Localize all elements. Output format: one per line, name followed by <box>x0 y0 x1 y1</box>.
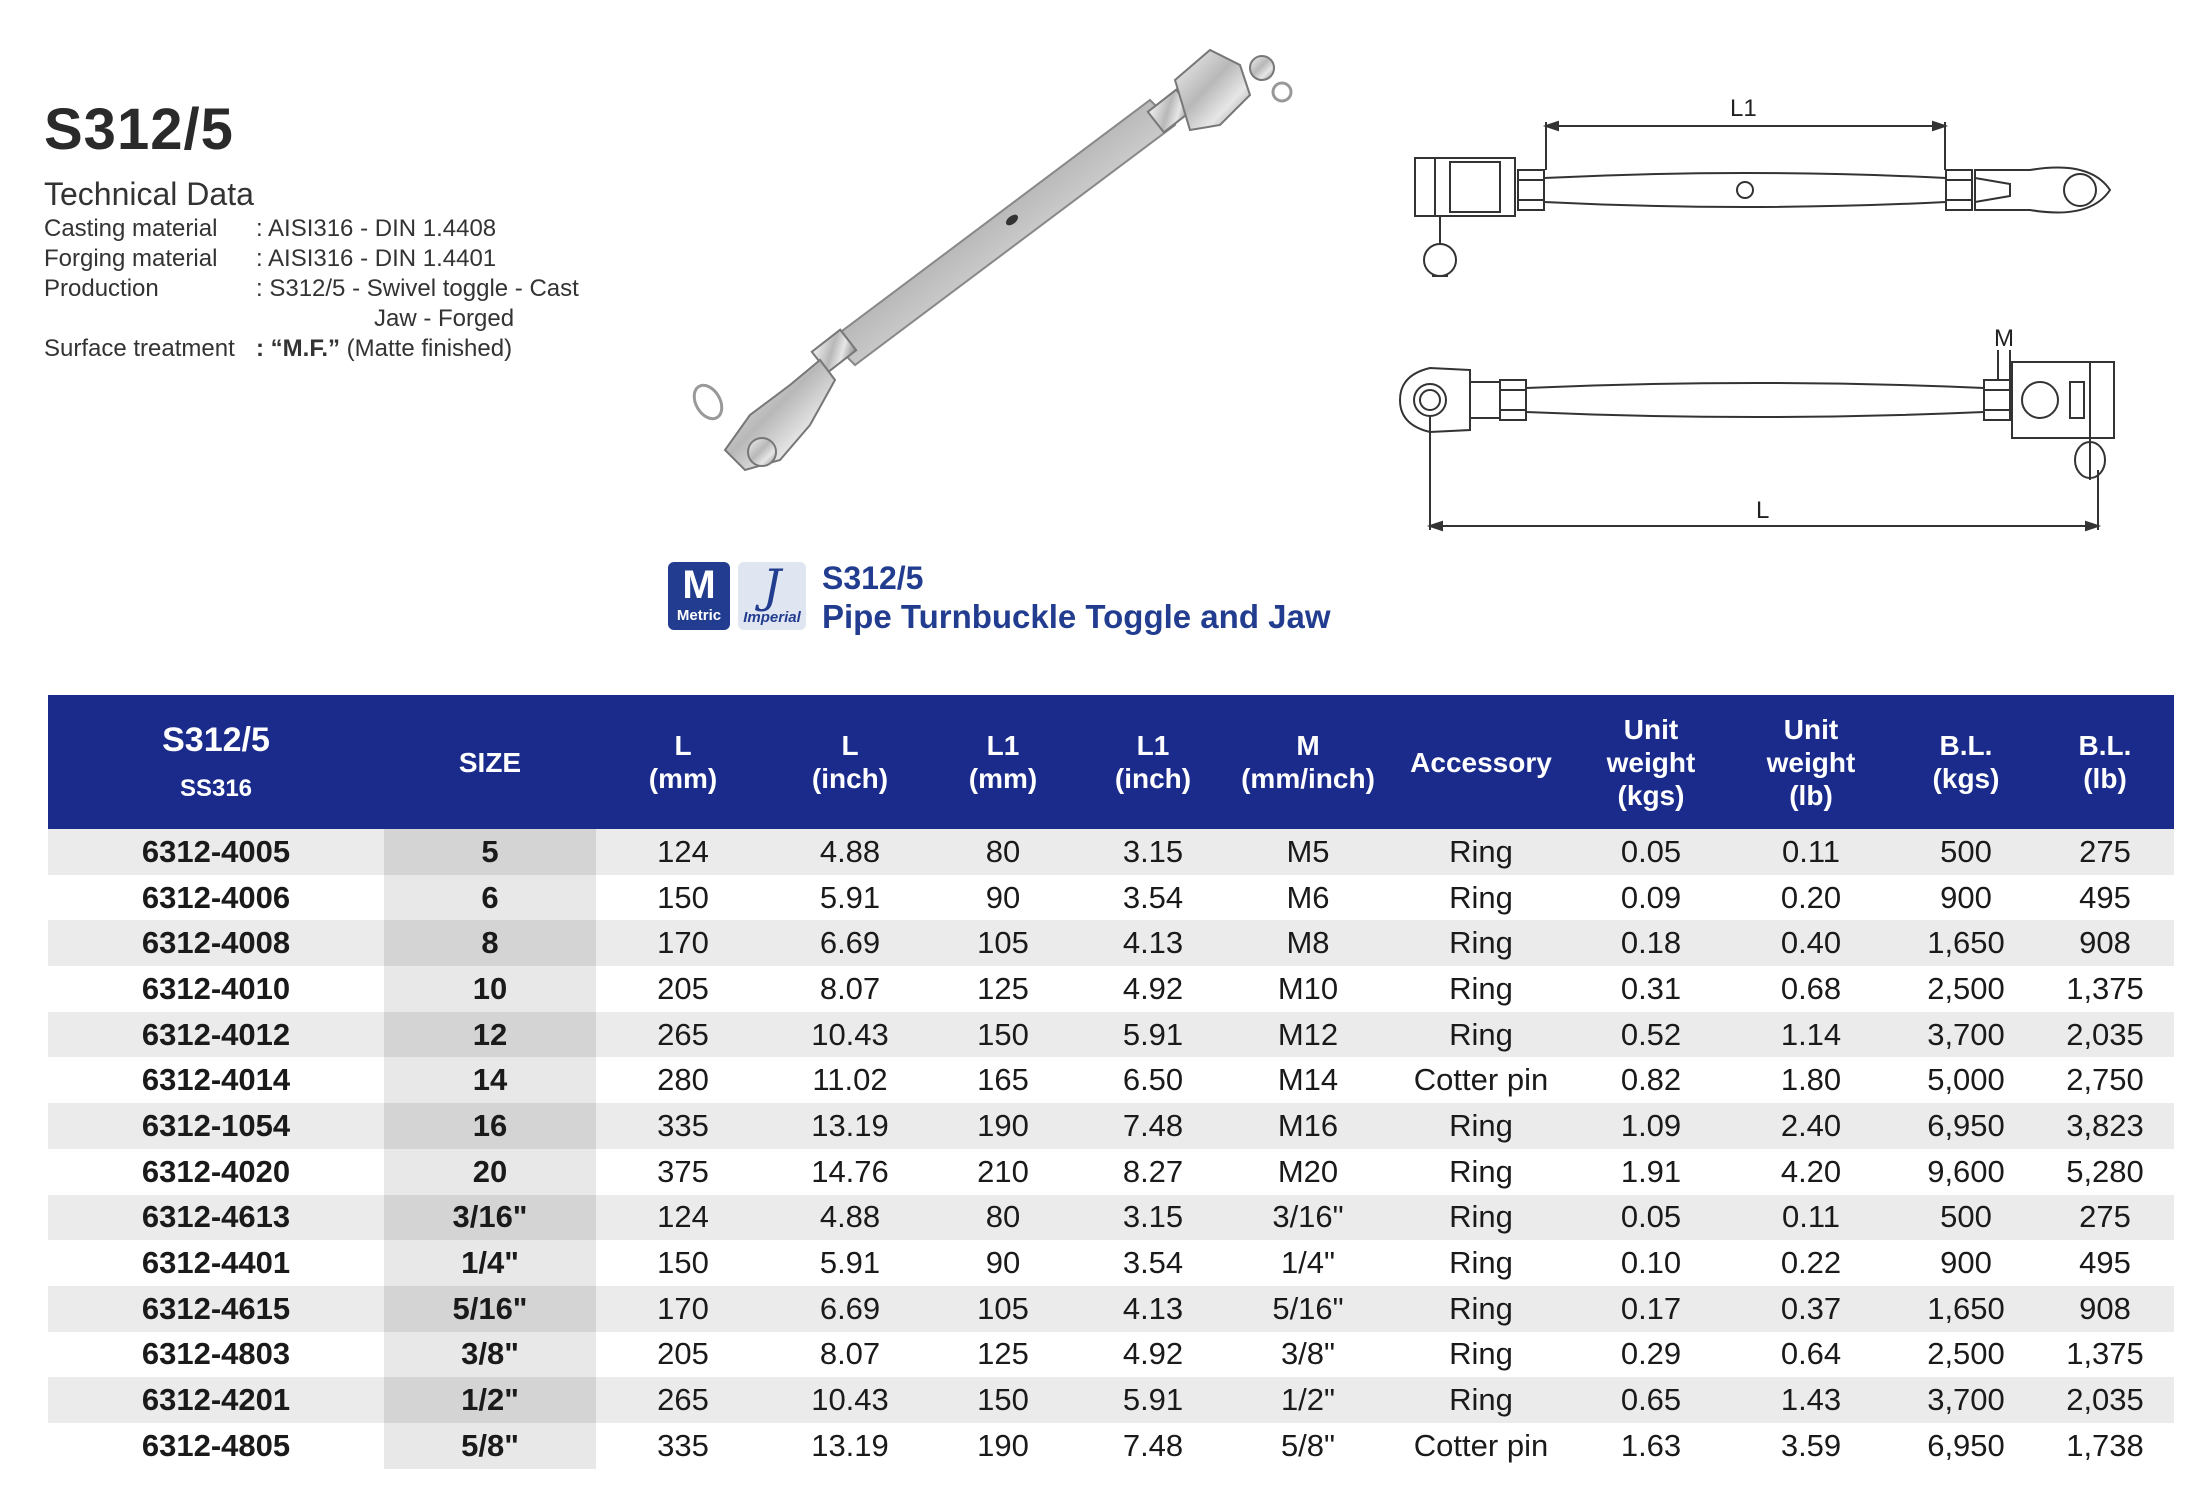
technical-data-heading: Technical Data <box>44 176 254 212</box>
cell-l1-mm: 90 <box>930 875 1076 921</box>
cell-size: 14 <box>384 1057 596 1103</box>
cell-art: 6312-4010 <box>48 966 384 1012</box>
cell-l-mm: 265 <box>596 1377 770 1423</box>
cell-weight-lb: 0.68 <box>1726 966 1896 1012</box>
cell-l-inch: 13.19 <box>770 1423 930 1469</box>
header-material: SS316 <box>179 774 253 802</box>
cell-art: 6312-4006 <box>48 875 384 921</box>
turnbuckle-body <box>830 100 1175 365</box>
spec-value: : S312/5 - Swivel toggle - Cast <box>256 275 579 302</box>
spec-table <box>48 695 2174 1469</box>
top-pin-head <box>1250 56 1274 80</box>
cell-weight-kgs: 1.91 <box>1576 1149 1726 1195</box>
cell-accessory: Ring <box>1386 1377 1576 1423</box>
cell-l1-mm: 90 <box>930 1240 1076 1286</box>
cell-l1-mm: 80 <box>930 1195 1076 1241</box>
drawing-top-view <box>1390 80 2150 310</box>
cell-bl-lb: 3,823 <box>2036 1103 2174 1149</box>
cell-l1-inch: 5.91 <box>1076 1377 1230 1423</box>
cell-l-mm: 170 <box>596 920 770 966</box>
cell-m: M12 <box>1230 1012 1386 1058</box>
header-accessory: Accessory <box>1386 695 1576 829</box>
cell-art: 6312-4008 <box>48 920 384 966</box>
imperial-badge <box>738 559 806 630</box>
imperial-badge-text: Imperial <box>743 609 801 626</box>
cell-bl-kgs: 1,650 <box>1896 1286 2036 1332</box>
m-label: M <box>1994 325 2014 352</box>
cell-weight-lb: 1.43 <box>1726 1377 1896 1423</box>
cell-accessory: Cotter pin <box>1386 1057 1576 1103</box>
cell-l1-mm: 150 <box>930 1377 1076 1423</box>
table-row <box>48 875 2174 921</box>
cell-art: 6312-4201 <box>48 1377 384 1423</box>
spec-row <box>44 304 579 334</box>
cell-l-inch: 8.07 <box>770 1332 930 1378</box>
cell-art: 6312-4615 <box>48 1286 384 1332</box>
cell-size: 1/4" <box>384 1240 596 1286</box>
cell-m: M5 <box>1230 829 1386 875</box>
spec-label <box>44 304 256 334</box>
table-row <box>48 1103 2174 1149</box>
header-l-inch: L (inch) <box>770 695 930 829</box>
ring-pin <box>689 380 728 423</box>
cell-bl-kgs: 500 <box>1896 1195 2036 1241</box>
l1-label: L1 <box>1730 95 1757 122</box>
cell-bl-lb: 5,280 <box>2036 1149 2174 1195</box>
cell-size: 5/8" <box>384 1423 596 1469</box>
cell-m: M20 <box>1230 1149 1386 1195</box>
cell-weight-lb: 1.14 <box>1726 1012 1896 1058</box>
cell-l-inch: 10.43 <box>770 1012 930 1058</box>
cell-bl-lb: 1,375 <box>2036 966 2174 1012</box>
cell-bl-kgs: 3,700 <box>1896 1012 2036 1058</box>
cell-accessory: Ring <box>1386 1195 1576 1241</box>
table-row <box>48 1240 2174 1286</box>
cell-bl-kgs: 900 <box>1896 875 2036 921</box>
cell-accessory: Ring <box>1386 1240 1576 1286</box>
cell-accessory: Ring <box>1386 1103 1576 1149</box>
cell-l-inch: 10.43 <box>770 1377 930 1423</box>
table-row <box>48 1012 2174 1058</box>
spec-value <box>256 334 512 364</box>
cell-size: 3/8" <box>384 1332 596 1378</box>
header-bl-kgs: B.L. (kgs) <box>1896 695 2036 829</box>
top-pin-end <box>1273 83 1291 101</box>
cell-bl-lb: 495 <box>2036 1240 2174 1286</box>
cell-bl-kgs: 2,500 <box>1896 1332 2036 1378</box>
cell-weight-lb: 0.64 <box>1726 1332 1896 1378</box>
cell-l-mm: 335 <box>596 1423 770 1469</box>
cell-l-mm: 150 <box>596 875 770 921</box>
header-l-mm: L (mm) <box>596 695 770 829</box>
cell-bl-kgs: 5,000 <box>1896 1057 2036 1103</box>
cell-l1-inch: 4.13 <box>1076 1286 1230 1332</box>
cell-l1-inch: 3.15 <box>1076 1195 1230 1241</box>
spec-value: Jaw - Forged <box>374 305 515 332</box>
cell-art: 6312-1054 <box>48 1103 384 1149</box>
table-row <box>48 920 2174 966</box>
top-toggle <box>1175 50 1250 130</box>
cell-l-inch: 11.02 <box>770 1057 930 1103</box>
cell-l1-mm: 190 <box>930 1103 1076 1149</box>
cell-l1-mm: 165 <box>930 1057 1076 1103</box>
cell-l-mm: 335 <box>596 1103 770 1149</box>
cell-weight-kgs: 0.05 <box>1576 1195 1726 1241</box>
cell-weight-kgs: 0.65 <box>1576 1377 1726 1423</box>
metric-badge-text: Metric <box>676 607 722 624</box>
cell-accessory: Ring <box>1386 1332 1576 1378</box>
cell-l-mm: 375 <box>596 1149 770 1195</box>
cell-size: 5 <box>384 829 596 875</box>
cell-l1-inch: 7.48 <box>1076 1103 1230 1149</box>
cell-l-inch: 14.76 <box>770 1149 930 1195</box>
cell-l1-inch: 4.92 <box>1076 966 1230 1012</box>
cell-l1-inch: 3.54 <box>1076 1240 1230 1286</box>
cell-m: 5/8" <box>1230 1423 1386 1469</box>
cell-bl-lb: 495 <box>2036 875 2174 921</box>
header-bl-lb: B.L. (lb) <box>2036 695 2174 829</box>
cell-bl-lb: 2,035 <box>2036 1377 2174 1423</box>
metric-badge <box>668 562 730 630</box>
cell-bl-kgs: 3,700 <box>1896 1377 2036 1423</box>
cell-m: 1/2" <box>1230 1377 1386 1423</box>
cell-m: 5/16" <box>1230 1286 1386 1332</box>
metric-badge-letter: M <box>682 563 716 607</box>
technical-data-list <box>44 214 579 364</box>
cell-weight-kgs: 0.31 <box>1576 966 1726 1012</box>
cell-art: 6312-4005 <box>48 829 384 875</box>
cell-weight-kgs: 1.09 <box>1576 1103 1726 1149</box>
cell-bl-lb: 908 <box>2036 920 2174 966</box>
cell-l1-inch: 3.15 <box>1076 829 1230 875</box>
cell-bl-kgs: 6,950 <box>1896 1423 2036 1469</box>
cell-l1-inch: 4.92 <box>1076 1332 1230 1378</box>
cell-l1-inch: 3.54 <box>1076 875 1230 921</box>
cell-l1-inch: 8.27 <box>1076 1149 1230 1195</box>
cell-l-inch: 8.07 <box>770 966 930 1012</box>
spec-label: Surface treatment <box>44 335 235 362</box>
cell-bl-lb: 1,738 <box>2036 1423 2174 1469</box>
cell-l1-mm: 125 <box>930 966 1076 1012</box>
cell-weight-kgs: 0.82 <box>1576 1057 1726 1103</box>
cell-weight-lb: 0.20 <box>1726 875 1896 921</box>
cell-accessory: Cotter pin <box>1386 1423 1576 1469</box>
cell-l-inch: 5.91 <box>770 875 930 921</box>
cell-l-mm: 205 <box>596 966 770 1012</box>
cell-l1-inch: 6.50 <box>1076 1057 1230 1103</box>
cell-l1-inch: 4.13 <box>1076 920 1230 966</box>
table-row <box>48 1195 2174 1241</box>
cell-l-mm: 170 <box>596 1286 770 1332</box>
cell-art: 6312-4803 <box>48 1332 384 1378</box>
spec-row <box>44 274 579 304</box>
cell-size: 10 <box>384 966 596 1012</box>
cell-size: 3/16" <box>384 1195 596 1241</box>
cell-bl-lb: 275 <box>2036 1195 2174 1241</box>
cell-size: 8 <box>384 920 596 966</box>
cell-bl-kgs: 2,500 <box>1896 966 2036 1012</box>
table-row <box>48 1286 2174 1332</box>
cell-size: 1/2" <box>384 1377 596 1423</box>
spec-value-bold: : “M.F.” <box>256 335 340 362</box>
cell-size: 12 <box>384 1012 596 1058</box>
cell-accessory: Ring <box>1386 966 1576 1012</box>
cell-weight-kgs: 0.17 <box>1576 1286 1726 1332</box>
cell-l-mm: 280 <box>596 1057 770 1103</box>
cell-l-inch: 13.19 <box>770 1103 930 1149</box>
cell-bl-kgs: 6,950 <box>1896 1103 2036 1149</box>
header-l1-mm: L1 (mm) <box>930 695 1076 829</box>
table-row <box>48 1149 2174 1195</box>
table-row <box>48 966 2174 1012</box>
cell-l-mm: 150 <box>596 1240 770 1286</box>
turnbuckle-photo <box>650 20 1340 480</box>
cell-weight-lb: 0.37 <box>1726 1286 1896 1332</box>
cell-weight-lb: 0.11 <box>1726 1195 1896 1241</box>
cell-m: M6 <box>1230 875 1386 921</box>
cell-l-inch: 6.69 <box>770 920 930 966</box>
cell-bl-kgs: 900 <box>1896 1240 2036 1286</box>
cell-weight-lb: 0.40 <box>1726 920 1896 966</box>
cell-size: 5/16" <box>384 1286 596 1332</box>
bottom-pin-head <box>748 438 776 466</box>
cell-art: 6312-4613 <box>48 1195 384 1241</box>
cell-l-inch: 4.88 <box>770 829 930 875</box>
cell-l-mm: 124 <box>596 829 770 875</box>
table-header-row <box>48 695 2174 829</box>
cell-l-mm: 265 <box>596 1012 770 1058</box>
cell-bl-lb: 908 <box>2036 1286 2174 1332</box>
cell-m: 3/8" <box>1230 1332 1386 1378</box>
header-weight-kgs: Unit weight (kgs) <box>1576 695 1726 829</box>
cell-l-inch: 5.91 <box>770 1240 930 1286</box>
spec-value: : AISI316 - DIN 1.4401 <box>256 245 497 272</box>
table-row <box>48 1332 2174 1378</box>
cell-accessory: Ring <box>1386 920 1576 966</box>
cell-accessory: Ring <box>1386 875 1576 921</box>
cell-l-inch: 6.69 <box>770 1286 930 1332</box>
cell-bl-kgs: 9,600 <box>1896 1149 2036 1195</box>
spec-row <box>44 334 579 364</box>
cell-m: 1/4" <box>1230 1240 1386 1286</box>
cell-weight-lb: 4.20 <box>1726 1149 1896 1195</box>
cell-weight-kgs: 0.52 <box>1576 1012 1726 1058</box>
cell-l1-mm: 105 <box>930 1286 1076 1332</box>
page-title: S312/5 <box>44 97 234 162</box>
imperial-badge-letter: J <box>762 559 782 613</box>
header-weight-lb: Unit weight (lb) <box>1726 695 1896 829</box>
cell-accessory: Ring <box>1386 1012 1576 1058</box>
cell-l1-mm: 105 <box>930 920 1076 966</box>
cell-l1-inch: 5.91 <box>1076 1012 1230 1058</box>
spec-label: Production <box>44 275 159 302</box>
cell-l1-mm: 210 <box>930 1149 1076 1195</box>
cell-m: M14 <box>1230 1057 1386 1103</box>
cell-art: 6312-4805 <box>48 1423 384 1469</box>
cell-bl-lb: 2,035 <box>2036 1012 2174 1058</box>
drawing-side-view <box>1390 320 2150 550</box>
table-row <box>48 1423 2174 1469</box>
table-row <box>48 1057 2174 1103</box>
cell-art: 6312-4014 <box>48 1057 384 1103</box>
cell-weight-lb: 2.40 <box>1726 1103 1896 1149</box>
cell-size: 20 <box>384 1149 596 1195</box>
cell-bl-lb: 1,375 <box>2036 1332 2174 1378</box>
spec-value-rest: (Matte finished) <box>340 335 513 362</box>
l-label: L <box>1756 497 1770 524</box>
cell-l1-inch: 7.48 <box>1076 1423 1230 1469</box>
cell-m: 3/16" <box>1230 1195 1386 1241</box>
cell-accessory: Ring <box>1386 1149 1576 1195</box>
cell-m: M8 <box>1230 920 1386 966</box>
cell-weight-lb: 0.11 <box>1726 829 1896 875</box>
cell-weight-kgs: 0.10 <box>1576 1240 1726 1286</box>
table-row <box>48 1377 2174 1423</box>
cell-l1-mm: 80 <box>930 829 1076 875</box>
cell-l1-mm: 125 <box>930 1332 1076 1378</box>
header-m: M (mm/inch) <box>1230 695 1386 829</box>
header-size: SIZE <box>384 695 596 829</box>
cell-accessory: Ring <box>1386 829 1576 875</box>
cell-l1-mm: 150 <box>930 1012 1076 1058</box>
header-article <box>48 695 384 829</box>
cell-bl-lb: 2,750 <box>2036 1057 2174 1103</box>
cell-bl-kgs: 1,650 <box>1896 920 2036 966</box>
cell-l-mm: 205 <box>596 1332 770 1378</box>
spec-row <box>44 244 579 274</box>
cell-l1-mm: 190 <box>930 1423 1076 1469</box>
spec-label: Forging material <box>44 245 218 272</box>
spec-value: : AISI316 - DIN 1.4408 <box>256 215 497 242</box>
cell-size: 6 <box>384 875 596 921</box>
cell-bl-kgs: 500 <box>1896 829 2036 875</box>
spec-row <box>44 214 579 244</box>
cell-size: 16 <box>384 1103 596 1149</box>
bottom-jaw <box>725 360 835 470</box>
table-body <box>48 829 2174 1469</box>
cell-art: 6312-4401 <box>48 1240 384 1286</box>
cell-weight-kgs: 0.09 <box>1576 875 1726 921</box>
cell-weight-lb: 1.80 <box>1726 1057 1896 1103</box>
cell-accessory: Ring <box>1386 1286 1576 1332</box>
caption-product-name: Pipe Turnbuckle Toggle and Jaw <box>822 598 1331 635</box>
table-row <box>48 829 2174 875</box>
caption-code: S312/5 <box>822 560 924 596</box>
cell-weight-kgs: 1.63 <box>1576 1423 1726 1469</box>
cell-m: M16 <box>1230 1103 1386 1149</box>
cell-weight-lb: 0.22 <box>1726 1240 1896 1286</box>
cell-l-mm: 124 <box>596 1195 770 1241</box>
cell-m: M10 <box>1230 966 1386 1012</box>
spec-label: Casting material <box>44 215 218 242</box>
cell-art: 6312-4020 <box>48 1149 384 1195</box>
cell-weight-kgs: 0.05 <box>1576 829 1726 875</box>
cell-bl-lb: 275 <box>2036 829 2174 875</box>
cell-weight-lb: 3.59 <box>1726 1423 1896 1469</box>
header-l1-inch: L1 (inch) <box>1076 695 1230 829</box>
cell-weight-kgs: 0.18 <box>1576 920 1726 966</box>
cell-weight-kgs: 0.29 <box>1576 1332 1726 1378</box>
cell-l-inch: 4.88 <box>770 1195 930 1241</box>
header-code: S312/5 <box>162 720 270 759</box>
cell-art: 6312-4012 <box>48 1012 384 1058</box>
